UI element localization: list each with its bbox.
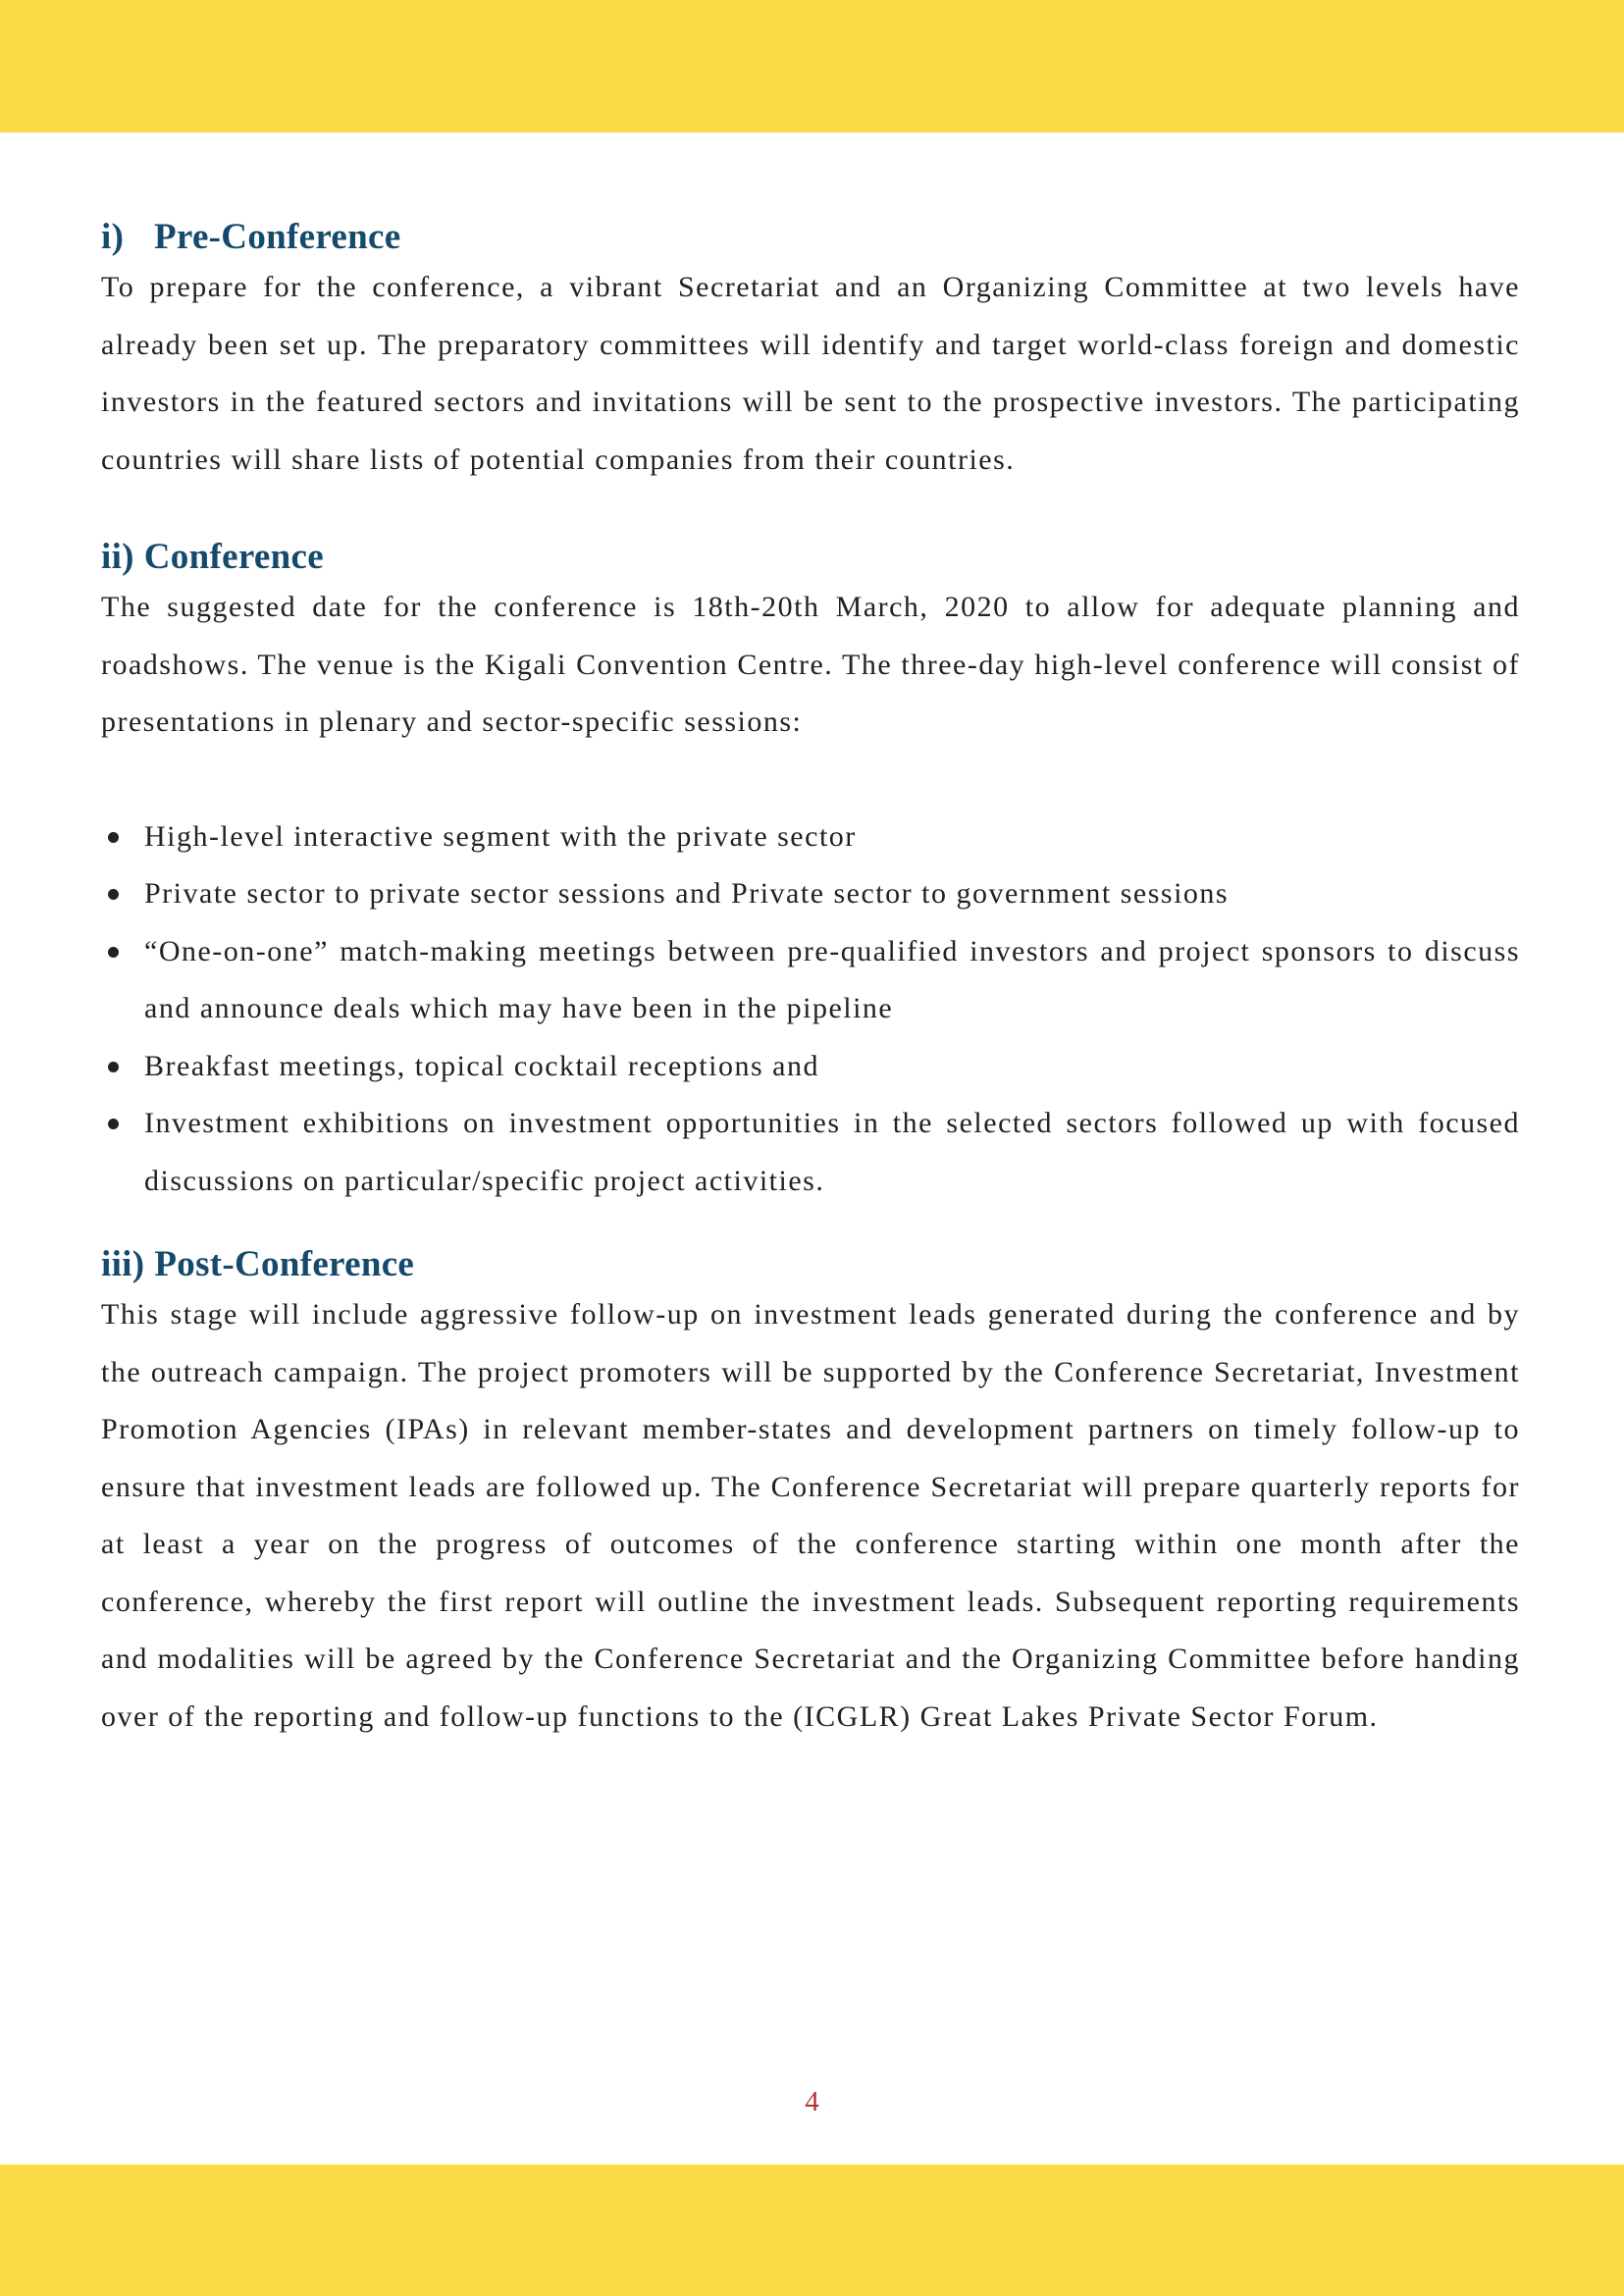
section-heading-pre-conference	[101, 216, 1520, 259]
section-number: ii)	[101, 537, 134, 577]
bullet-icon	[108, 1062, 119, 1072]
list-item: Investment exhibitions on investment opportunities in the selected sectors followed up with focused discussions on particular/specific project activities.	[101, 1095, 1520, 1210]
bullet-icon	[108, 889, 119, 900]
section-title: Post-Conference	[154, 1244, 415, 1284]
list-item: Breakfast meetings, topical cocktail receptions and	[101, 1038, 1520, 1096]
section-number: iii)	[101, 1244, 145, 1284]
section-body-post-conference: This stage will include aggressive follow-up on investment leads generated during the conference and by the outreach campaign. The project promoters will be supported by the Conference Secretariat, Investment Promotion Agencies (IPAs) in relevant member-states and development partners on timely follow-up to ensure that investment leads are followed up. The Conference Secretariat will prepare quarterly reports for at least a year on the progress of outcomes of the conference starting within one month after the conference, whereby the first report will outline the investment leads. Subsequent reporting requirements and modalities will be agreed by the Conference Secretariat and the Organizing Committee before handing over of the reporting and follow-up functions to the (ICGLR) Great Lakes Private Sector Forum.	[101, 1298, 1520, 1733]
bottom-decorative-band	[0, 2165, 1624, 2296]
list-item: “One-on-one” match-making meetings between pre-qualified investors and project sponsors to discuss and announce deals which may have been in the pipeline	[101, 923, 1520, 1038]
conference-session-list	[101, 809, 1520, 1211]
section-body-conference: The suggested date for the conference is 18th-20th March, 2020 to allow for adequate planning and roadshows. The venue is the Kigali Convention Centre. The three-day high-level conference will consist of presentations in plenary and sector-specific sessions:	[101, 591, 1520, 738]
section-number: i)	[101, 217, 125, 257]
top-decorative-band	[0, 0, 1624, 132]
section-title: Pre-Conference	[154, 217, 401, 257]
section-title: Conference	[143, 537, 324, 577]
section-heading-conference	[101, 536, 1520, 579]
page-content	[101, 216, 1520, 1746]
bullet-icon	[108, 1119, 119, 1129]
list-item: High-level interactive segment with the private sector	[101, 809, 1520, 866]
page-number: 4	[805, 2086, 819, 2117]
section-heading-post-conference	[101, 1243, 1520, 1286]
bullet-icon	[108, 832, 119, 843]
list-item: Private sector to private sector sessions and Private sector to government sessions	[101, 865, 1520, 923]
section-body-pre-conference: To prepare for the conference, a vibrant Secretariat and an Organizing Committee at two levels have already been set up. The preparatory committees will identify and target world-class foreign and domestic investors in the featured sectors and invitations will be sent to the prospective investors. The participating countries will share lists of potential companies from their countries.	[101, 271, 1520, 476]
bullet-icon	[108, 947, 119, 958]
